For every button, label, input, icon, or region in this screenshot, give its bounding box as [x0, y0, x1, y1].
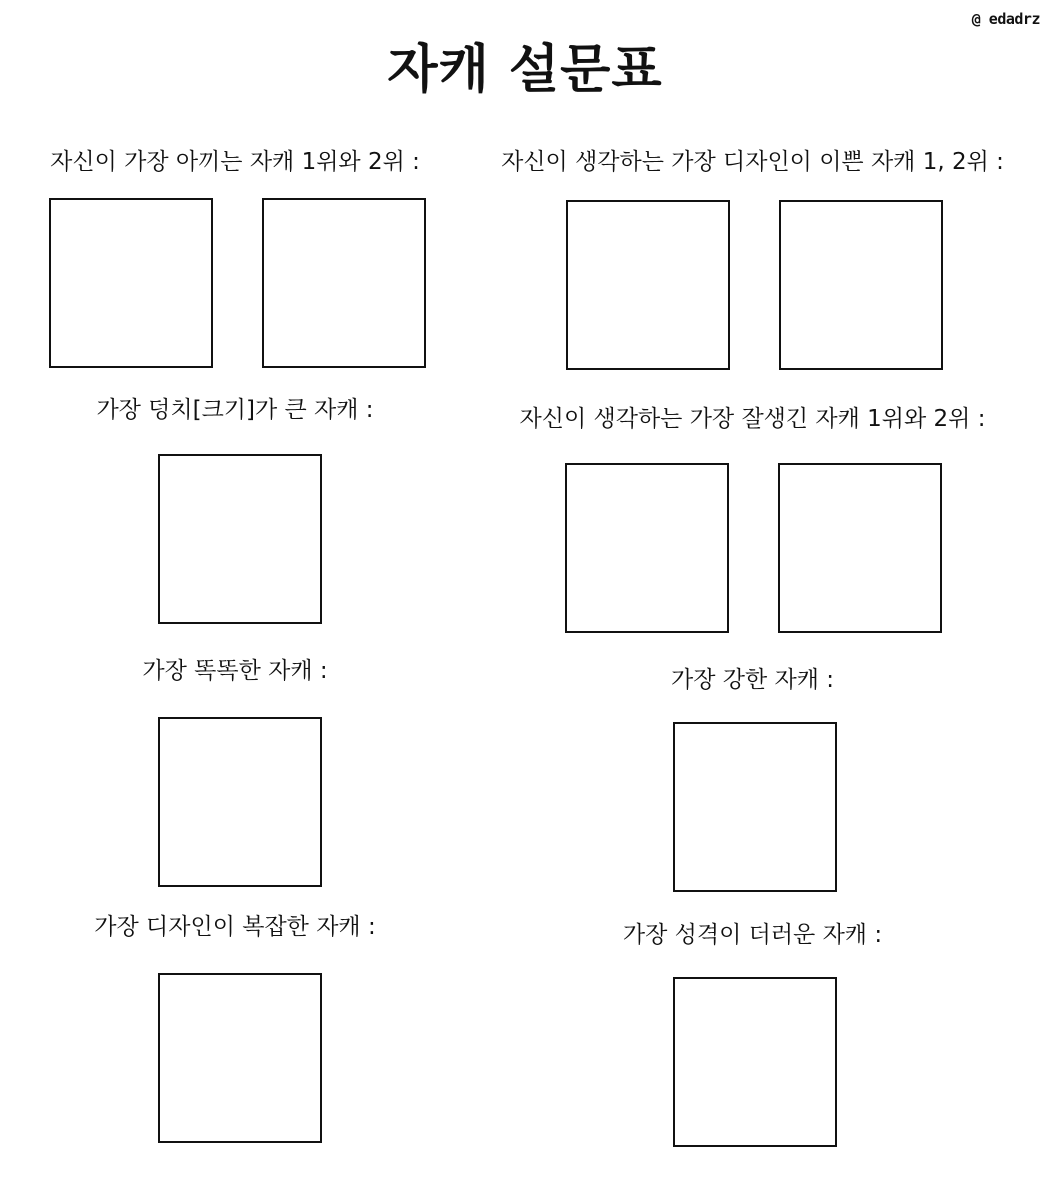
question-label-handsomest: 자신이 생각하는 가장 잘생긴 자캐 1위와 2위 :	[519, 406, 986, 432]
answer-box-strongest[interactable]	[673, 722, 837, 892]
answer-box-favorite-1[interactable]	[49, 198, 213, 368]
question-label-favorite: 자신이 가장 아끼는 자캐 1위와 2위 :	[50, 149, 420, 175]
answer-box-prettiest-design-2[interactable]	[779, 200, 943, 370]
question-label-strongest: 가장 강한 자캐 :	[671, 667, 834, 693]
answer-box-handsomest-1[interactable]	[565, 463, 729, 633]
question-label-prettiest-design: 자신이 생각하는 가장 디자인이 이쁜 자캐 1, 2위 :	[501, 149, 1004, 175]
answer-box-biggest[interactable]	[158, 454, 322, 624]
question-label-most-complex-design: 가장 디자인이 복잡한 자캐 :	[94, 914, 376, 940]
author-credit: @ edadrz	[971, 10, 1040, 28]
answer-box-smartest[interactable]	[158, 717, 322, 887]
answer-box-nastiest-personality[interactable]	[673, 977, 837, 1147]
answer-box-handsomest-2[interactable]	[778, 463, 942, 633]
page-title: 자캐 설문표	[387, 40, 663, 100]
question-label-biggest: 가장 덩치[크기]가 큰 자캐 :	[96, 397, 374, 423]
answer-box-most-complex-design[interactable]	[158, 973, 322, 1143]
answer-box-prettiest-design-1[interactable]	[566, 200, 730, 370]
answer-box-favorite-2[interactable]	[262, 198, 426, 368]
question-label-smartest: 가장 똑똑한 자캐 :	[142, 658, 328, 684]
question-label-nastiest-personality: 가장 성격이 더러운 자캐 :	[622, 922, 883, 948]
